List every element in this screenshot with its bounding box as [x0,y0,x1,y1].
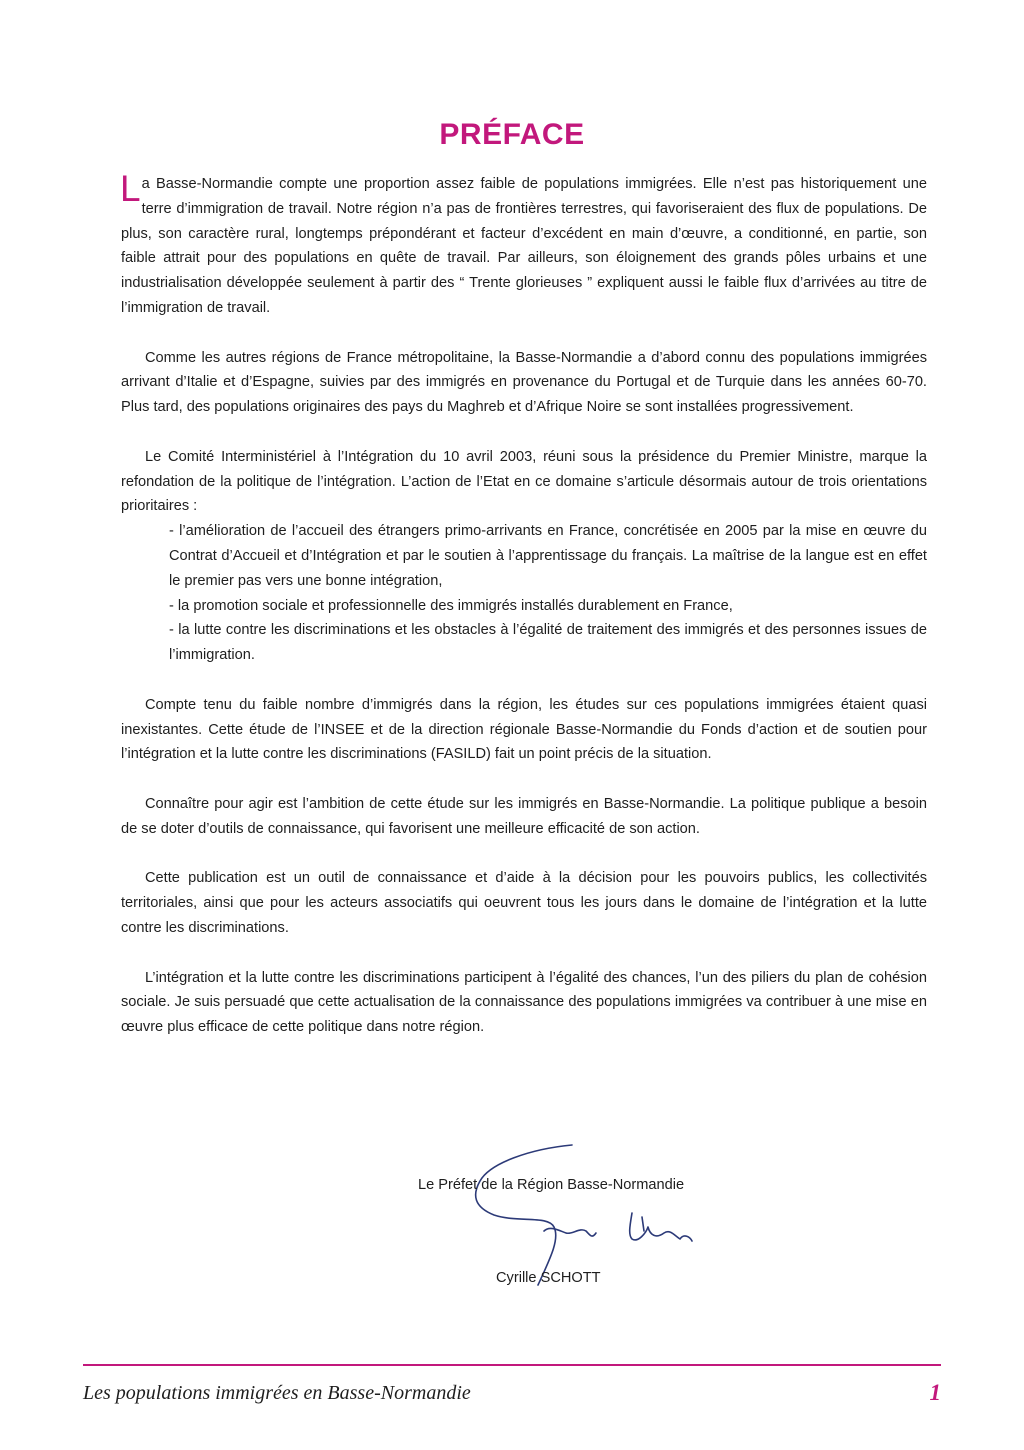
footer-divider [83,1364,941,1366]
preface-body [120,168,927,1065]
list-item: - l’amélioration de l’accueil des étrangers primo-arrivants en France, concrétisée en 2005 par la mise en œuvre du Contrat d’Accueil et d’Intégration et par le soutien à l’apprentissage du français. La maîtrise de la langue est en effet le premier pas vers une bonne intégration, [169,523,927,589]
list-item: - la promotion sociale et professionnelle des immigrés installés durablement en France, [169,597,733,614]
intro-paragraph [120,168,927,321]
drop-cap: L [120,168,141,209]
list-item: - la lutte contre les discriminations et les obstacles à l’égalité de traitement des immigrés et des personnes issues de l’immigration. [169,622,927,664]
paragraph-conclusion: L’intégration et la lutte contre les discriminations participent à l’égalité des chances, l’un des piliers du plan de cohésion sociale. Je suis persuadé que cette actualisation de la connaissance des populations immigrées va contribuer à une mise en œuvre plus efficace de cette politique dans notre région. [121,969,927,1036]
paragraph-publication: Cette publication est un outil de connaissance et d’aide à la décision pour les pouvoirs publics, les collectivités territoriales, ainsi que pour les acteurs associatifs qui oeuvrent tous les jours dans le domaine de l’intégration et la lutte contre les discriminations. [121,870,927,936]
paragraph-integration-committee: Le Comité Interministériel à l’Intégration du 10 avril 2003, réuni sous la présidence du Premier Ministre, marque la refondation de la politique de l’intégration. L’action de l’Etat en ce domaine s’articule désormais autour de trois orientations prioritaires : [121,448,927,515]
signatory-name: Cyrille SCHOTT [496,1270,601,1286]
signature-block [410,1135,740,1305]
intro-text: a Basse-Normandie compte une proportion assez faible de populations immigrées. Elle n’est pas historiquement une terre d’immigration de travail. Notre région n’a pas de frontières terrestres, qui favoriseraient des flux de populations. De plus, son caractère rural, longtemps prépondérant et facteur d’excédent en main d’œuvre, a conditionné, en partie, son faible attrait pour des populations en quête de travail. Par ailleurs, son éloignement des grands pôles urbains et une industrialisation développée seulement à partir des “ Trente glorieuses ” expliquent aussi le faible flux d’arrivées au titre de l’immigration de travail. [121,176,927,316]
page-number: 1 [929,1380,941,1405]
page-title: PRÉFACE [439,118,585,152]
paragraph-knowledge: Connaître pour agir est l’ambition de cette étude sur les immigrés en Basse-Normandie. La politique publique a besoin de se doter d’outils de connaissance, qui favorisent une meilleure efficacité de son action. [121,795,927,837]
paragraph-immigration-history: Comme les autres régions de France métropolitaine, la Basse-Normandie a d’abord connu des populations immigrées arrivant d’Italie et d’Espagne, suivies par des immigrés en provenance du Portugal et de Turquie dans les années 60-70. Plus tard, des populations originaires des pays du Maghreb et d’Afrique Noire se sont installées progressivement. [121,349,927,416]
priority-orientations-list [169,519,927,668]
paragraph-study: Compte tenu du faible nombre d’immigrés dans la région, les études sur ces populations immigrées étaient quasi inexistantes. Cette étude de l’INSEE et de la direction régionale Basse-Normandie du Fonds d’action et de soutien pour l’intégration et la lutte contre les discriminations (FASILD) fait un point précis de la situation. [121,696,927,763]
footer-publication-title: Les populations immigrées en Basse-Normandie [83,1382,471,1404]
signatory-title: Le Préfet de la Région Basse-Normandie [418,1177,685,1193]
